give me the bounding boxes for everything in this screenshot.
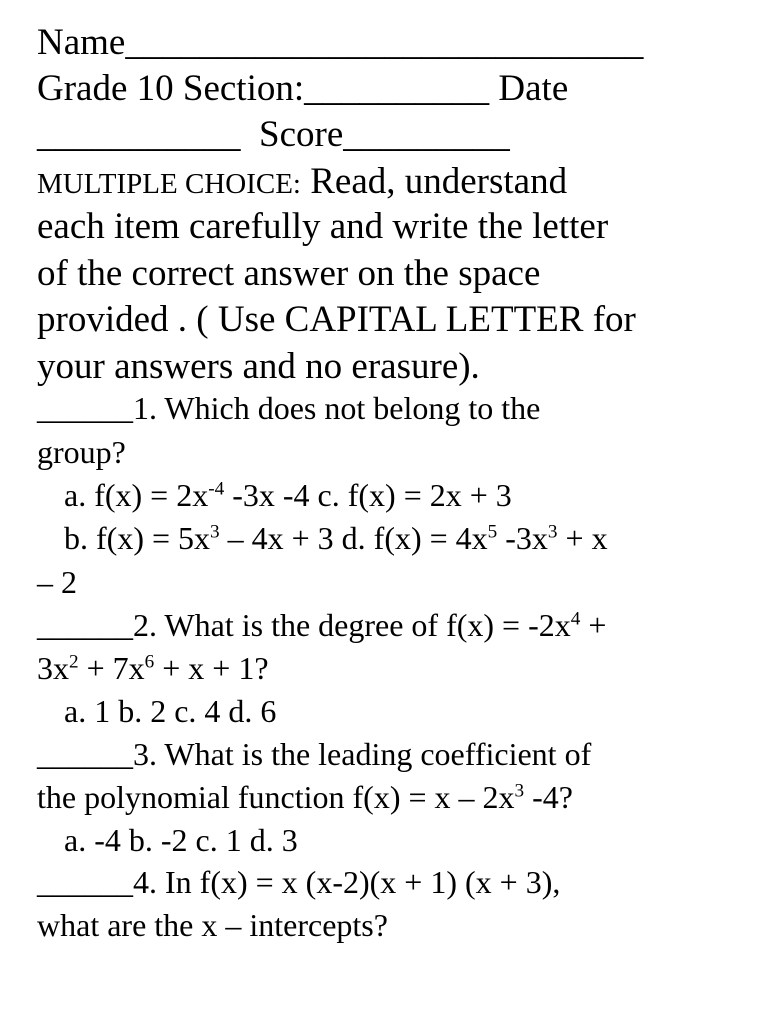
question-3-line-2: the polynomial function $f(x) = x - 2x^3$ -4? xyxy=(37,779,573,815)
answer-blank-2: ______ xyxy=(37,607,133,643)
answer-blank-1: ______ xyxy=(37,390,133,426)
name-line xyxy=(37,24,643,61)
question-2: ______2. What is the degree of $f(x) = -2x^4$ + xyxy=(37,607,607,643)
question-4: ______4. In f(x) = x (x-2)(x + 1) (x + 3), xyxy=(37,864,561,900)
name-blank: ____________________________ xyxy=(125,22,644,63)
instructions-line-2: each item carefully and write the letter xyxy=(37,206,609,247)
question-1-line-2: group? xyxy=(37,434,126,470)
question-1-options-ac: a. $f(x) = 2x^{-4}$ -3x -4 c. f(x) = 2x + 3 xyxy=(64,477,512,513)
question-3-options: a. -4 b. -2 c. 1 d. 3 xyxy=(64,822,298,858)
date-score-line xyxy=(37,116,510,153)
question-3: ______3. What is the leading coefficient of xyxy=(37,736,592,772)
answer-blank-3: ______ xyxy=(37,736,133,772)
question-2-options: a. 1 b. 2 c. 4 d. 6 xyxy=(64,693,277,729)
question-1-options-bd: b. $f(x) = 5x^3 - 4x + 3$ d. $f(x) = 4x^5$ $-3x^3 + x$ xyxy=(64,520,608,556)
question-1-options-wrap: – 2 xyxy=(37,564,77,600)
question-2-line-2: $3x^2 + 7x^6 + x + 1$? xyxy=(37,650,269,686)
instructions-lead: MULTIPLE CHOICE: xyxy=(37,168,301,200)
grade-section-line xyxy=(37,70,568,107)
instructions-line-4: provided . ( Use CAPITAL LETTER for xyxy=(37,299,636,340)
date-label: Date xyxy=(498,68,569,109)
question-1 xyxy=(37,392,540,424)
question-4-line-2: what are the x – intercepts? xyxy=(37,907,388,943)
score-blank: _________ xyxy=(343,114,510,155)
name-label: Name xyxy=(37,22,126,63)
question-1-text: 1. Which does not belong to the xyxy=(133,390,541,426)
instructions-line-5: your answers and no erasure). xyxy=(37,346,480,387)
section-blank: __________ xyxy=(304,68,490,109)
grade-section-label: Grade 10 Section: xyxy=(37,68,305,109)
instructions-text-1: Read, understand xyxy=(310,161,568,202)
date-blank: ___________ xyxy=(37,114,241,155)
instructions-line-3: of the correct answer on the space xyxy=(37,253,541,294)
score-label: Score xyxy=(259,114,344,155)
answer-blank-4: ______ xyxy=(37,864,133,900)
instructions-line-1 xyxy=(37,163,567,200)
